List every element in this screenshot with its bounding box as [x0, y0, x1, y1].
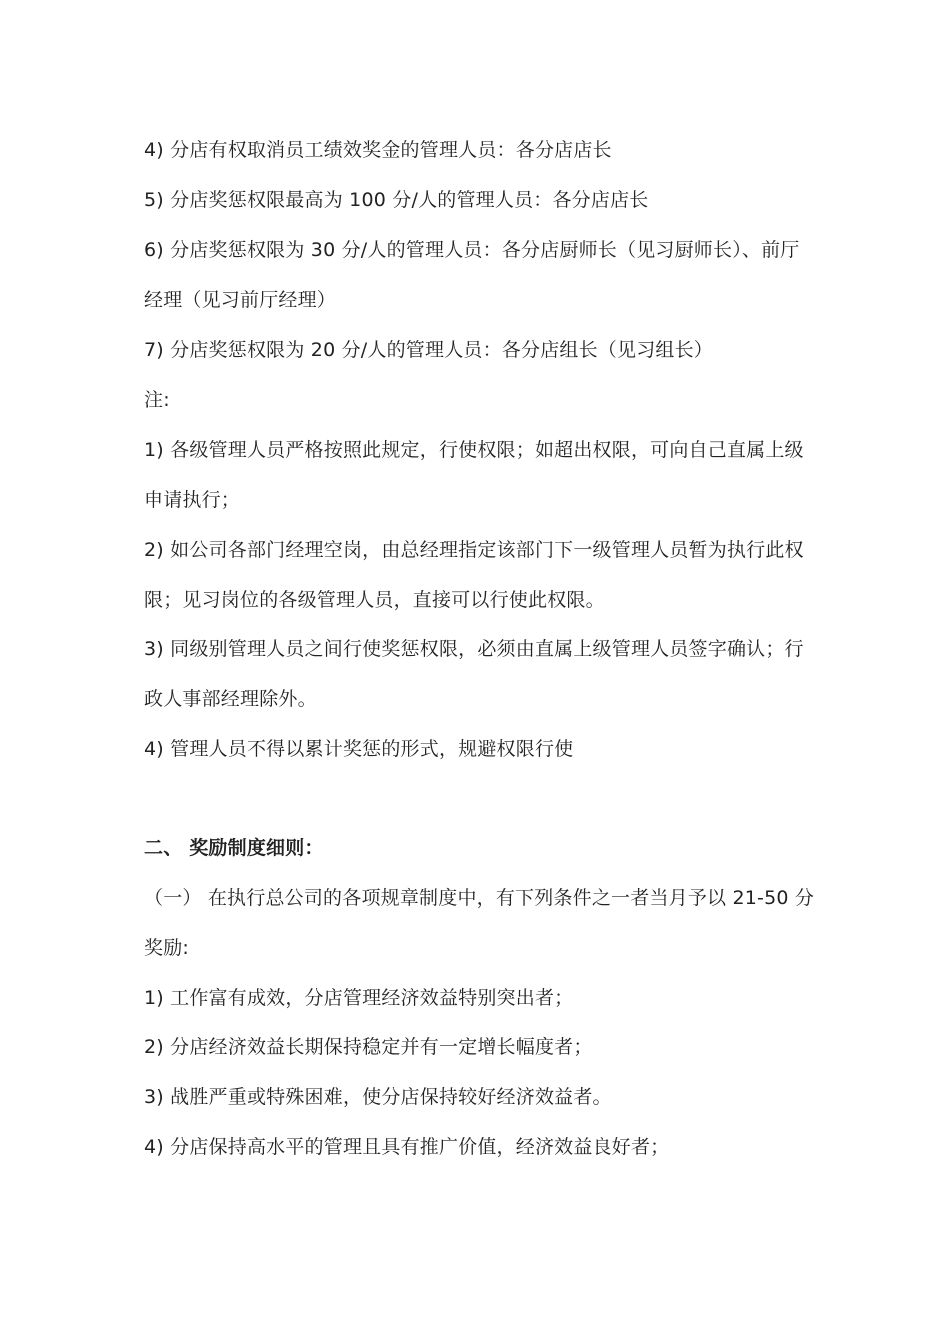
note-item-continuation: 政人事部经理除外。 — [144, 688, 317, 710]
note-label: 注: — [144, 389, 170, 411]
reward-item: 3) 战胜严重或特殊困难，使分店保持较好经济效益者。 — [144, 1086, 612, 1108]
authority-item: 6) 分店奖惩权限为 30 分/人的管理人员：各分店厨师长（见习厨师长）、前厅 — [144, 239, 800, 261]
reward-item: 4) 分店保持高水平的管理且具有推广价值，经济效益良好者； — [144, 1136, 670, 1158]
note-item: 1) 各级管理人员严格按照此规定，行使权限；如超出权限，可向自己直属上级 — [144, 439, 804, 461]
authority-item: 7) 分店奖惩权限为 20 分/人的管理人员：各分店组长（见习组长） — [144, 339, 713, 361]
authority-item: 4) 分店有权取消员工绩效奖金的管理人员：各分店店长 — [144, 139, 612, 161]
authority-item: 5) 分店奖惩权限最高为 100 分/人的管理人员：各分店店长 — [144, 189, 649, 211]
note-item: 3) 同级别管理人员之间行使奖惩权限，必须由直属上级管理人员签字确认；行 — [144, 638, 804, 660]
reward-item: 2) 分店经济效益长期保持稳定并有一定增长幅度者； — [144, 1036, 593, 1058]
clause-intro-continuation: 奖励: — [144, 937, 190, 959]
note-item: 2) 如公司各部门经理空岗，由总经理指定该部门下一级管理人员暂为执行此权 — [144, 539, 804, 561]
note-item: 4) 管理人员不得以累计奖惩的形式，规避权限行使 — [144, 738, 574, 760]
authority-item-continuation: 经理（见习前厅经理） — [144, 289, 337, 311]
reward-item: 1) 工作富有成效，分店管理经济效益特别突出者； — [144, 987, 574, 1009]
clause-intro: （一） 在执行总公司的各项规章制度中，有下列条件之一者当月予以 21-50 分 — [144, 887, 815, 909]
note-item-continuation: 申请执行； — [144, 489, 241, 511]
note-item-continuation: 限；见习岗位的各级管理人员，直接可以行使此权限。 — [144, 589, 605, 611]
section-heading: 二、 奖励制度细则： — [144, 837, 324, 859]
